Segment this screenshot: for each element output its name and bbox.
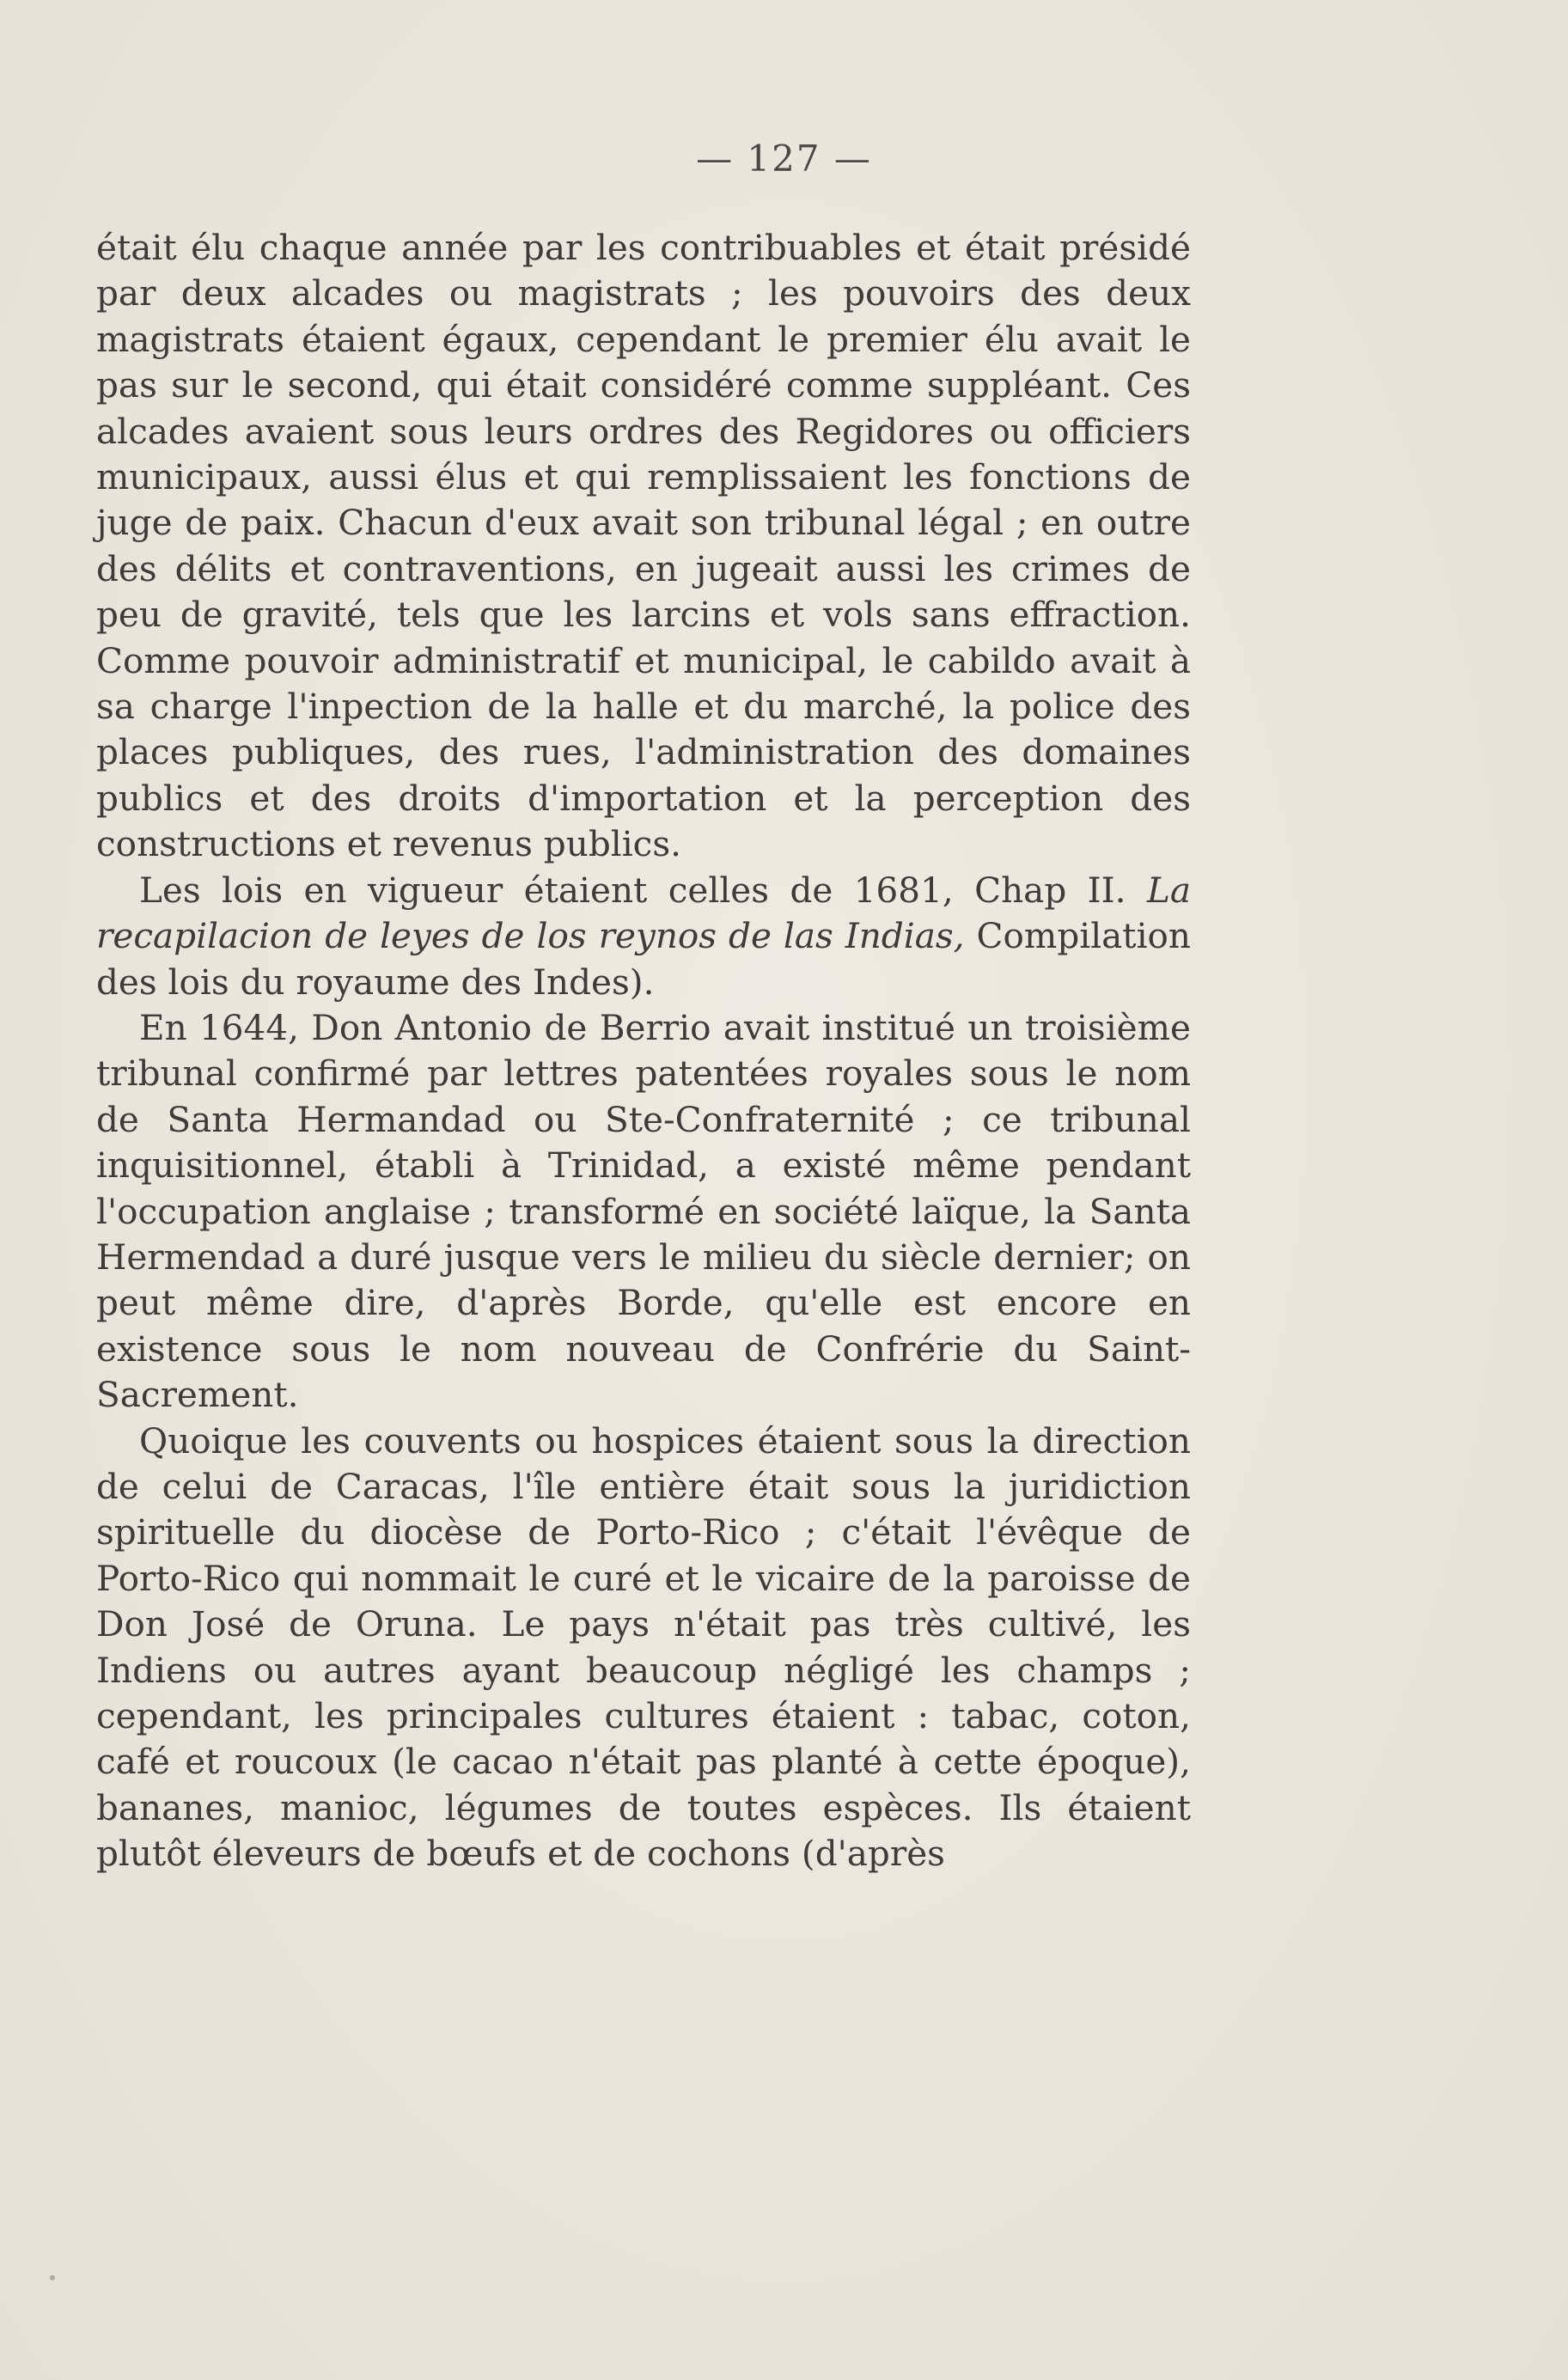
- paragraph-santa-hermandad: En 1644, Don Antonio de Berrio avait institué un troisième tribunal confirmé par lettres patentées royales sous le nom de Santa Hermandad ou Ste-Confraternité ; ce tribunal inquisitionnel, établi à Trinidad, a existé même pendant l'occupation anglaise ; transformé en société laïque, la Santa Hermendad a duré jusque vers le milieu du siècle dernier; on peut même dire, d'après Borde, qu'elle est encore en existence sous le nom nouveau de Confrérie du Saint-Sacrement.: [96, 1006, 1191, 1416]
- paragraph-cabildo: était élu chaque année par les contribuables et était présidé par deux alcades ou magistrats ; les pouvoirs des deux magistrats étaient égaux, cependant le premier élu avait le pas sur le second, qui était considéré comme suppléant. Ces alcades avaient sous leurs ordres des Regidores ou officiers municipaux, aussi élus et qui remplissaient les fonctions de juge de paix. Chacun d'eux avait son tribunal légal ; en outre des délits et contraventions, en jugeait aussi les crimes de peu de gravité, tels que les larcins et vols sans effraction. Comme pouvoir administratif et municipal, le cabildo avait à sa charge l'inpection de la halle et du marché, la police des places publiques, des rues, l'administration des domaines publics et des droits d'importation et la perception des constructions et revenus publics.: [96, 227, 1191, 865]
- body-text: [96, 225, 1191, 1877]
- lois-text-before: Les lois en vigueur étaient celles de 1681, Chap II.: [139, 869, 1147, 911]
- paragraph-couvents: Quoique les couvents ou hospices étaient sous la direction de celui de Caracas, l'île entière était sous la juridiction spirituelle du diocèse de Porto-Rico ; c'était l'évêque de Porto-Rico qui nommait le curé et le vicaire de la paroisse de Don José de Oruna. Le pays n'était pas très cultivé, les Indiens ou autres ayant beaucoup négligé les champs ; cependant, les principales cultures étaient : tabac, coton, café et roucoux (le cacao n'était pas planté à cette époque), bananes, manioc, légumes de toutes espèces. Ils étaient plutôt éleveurs de bœufs et de cochons (d'après: [96, 1419, 1191, 1875]
- page-number: — 127 —: [696, 137, 872, 180]
- paper-speck: [50, 2275, 55, 2280]
- paragraph-lois: [96, 868, 1191, 1005]
- lois-text-after: Compilation des lois du royaume des Indes).: [96, 915, 1191, 1003]
- recapilacion-title: La recapilacion de leyes de los reynos de las Indias,: [96, 869, 1191, 957]
